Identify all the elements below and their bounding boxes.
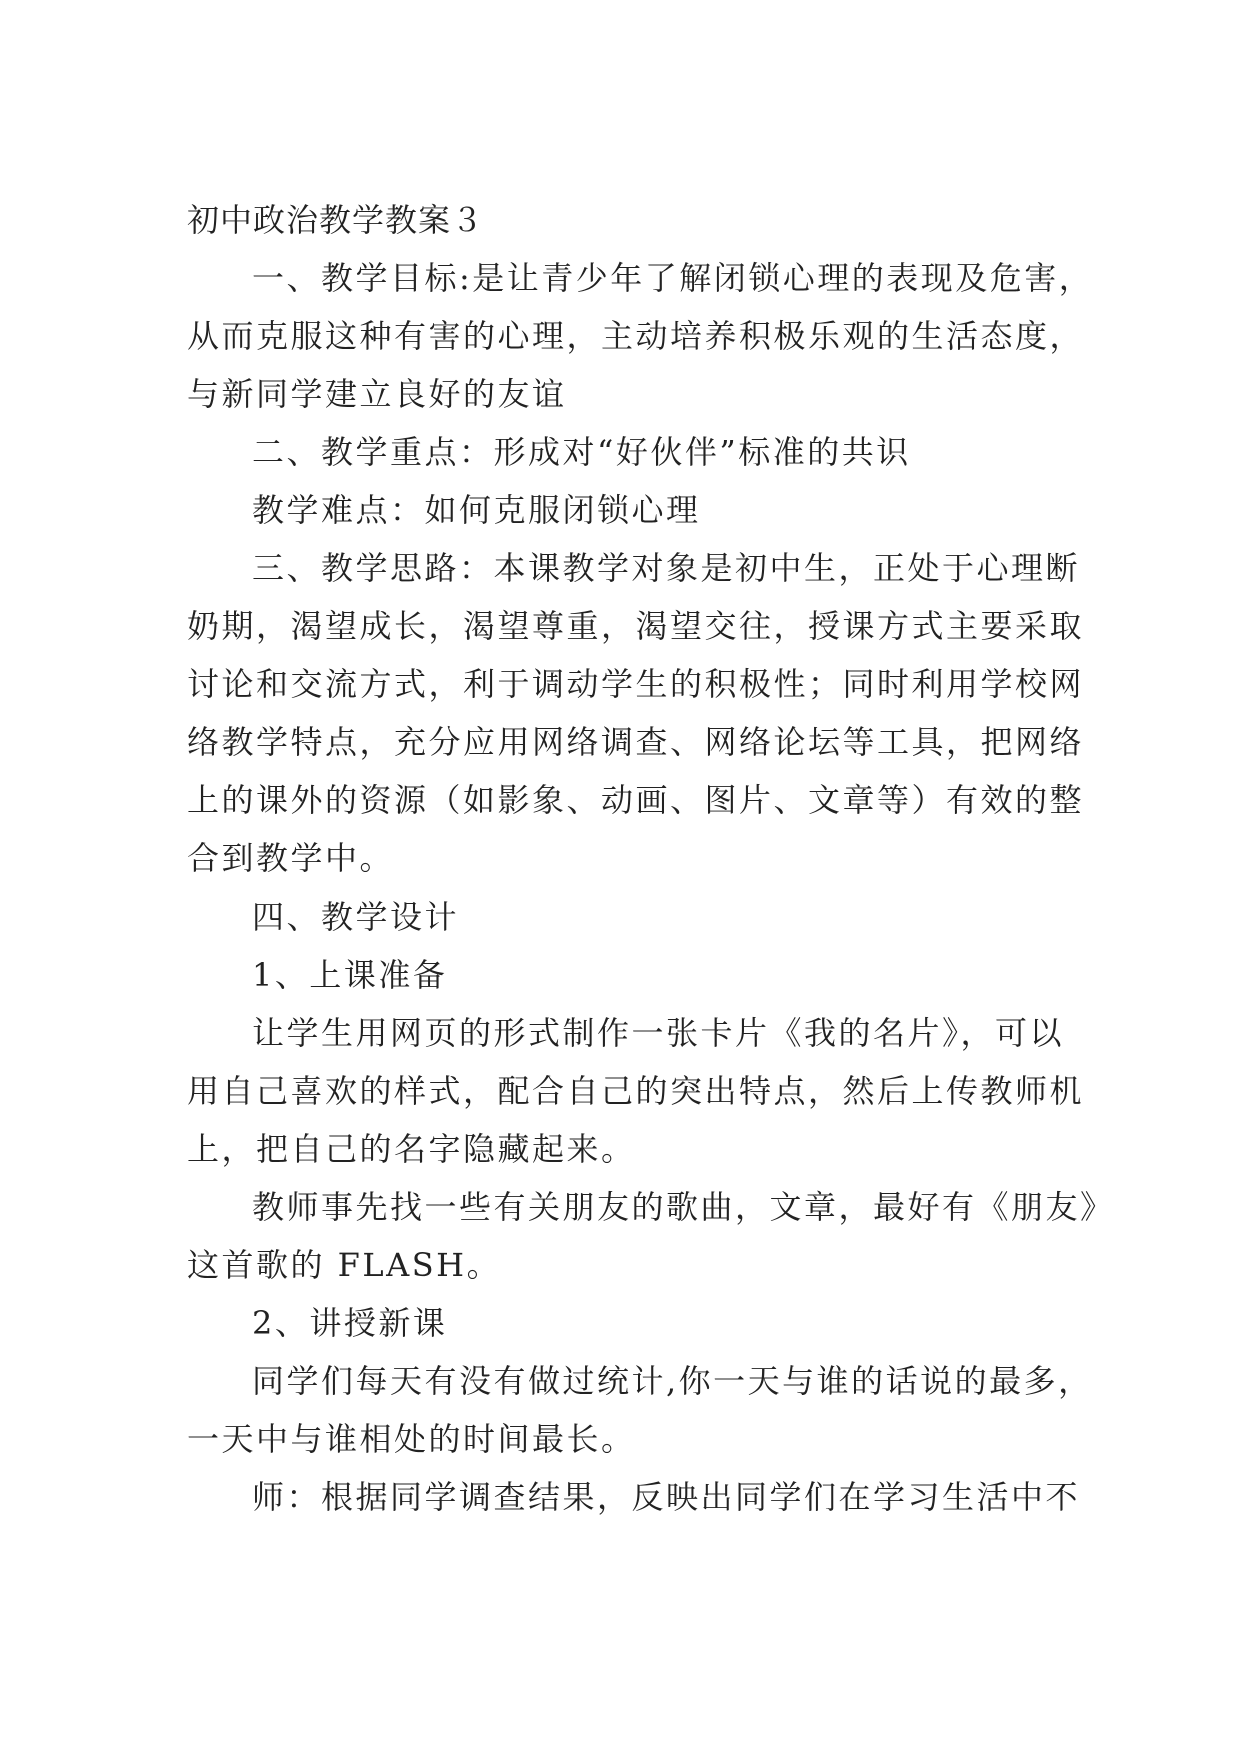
paragraph-line: 奶期，渴望成长，渴望尊重，渴望交往，授课方式主要采取: [187, 607, 1085, 645]
paragraph-line: 与新同学建立良好的友谊: [187, 375, 567, 413]
paragraph-line: 一天中与谁相处的时间最长。: [187, 1420, 636, 1458]
paragraph-line: 合到教学中。: [187, 839, 395, 877]
section-heading: 四、教学设计: [252, 898, 460, 936]
paragraph-line: 上的课外的资源（如影象、动画、图片、文章等）有效的整: [187, 781, 1085, 819]
paragraph-line: 用自己喜欢的样式，配合自己的突出特点，然后上传教师机: [187, 1072, 1085, 1110]
paragraph-line: 络教学特点，充分应用网络调查、网络论坛等工具，把网络: [187, 723, 1085, 761]
paragraph-line: 讨论和交流方式，利于调动学生的积极性；同时利用学校网: [187, 665, 1085, 703]
paragraph-line: 一、教学目标:是让青少年了解闭锁心理的表现及危害，: [252, 259, 1094, 297]
paragraph-line: 从而克服这种有害的心理，主动培养积极乐观的生活态度，: [187, 317, 1085, 355]
paragraph-line: 让学生用网页的形式制作一张卡片《我的名片》，可以: [252, 1014, 1065, 1052]
paragraph-line: 同学们每天有没有做过统计,你一天与谁的话说的最多，: [252, 1362, 1093, 1400]
section-heading: 1、上课准备: [252, 956, 448, 994]
document-title: 初中政治教学教案３: [187, 201, 485, 239]
paragraph-line: 这首歌的 FLASH。: [187, 1246, 502, 1284]
paragraph-line: 教学难点：如何克服闭锁心理: [252, 491, 701, 529]
paragraph-line: 教师事先找一些有关朋友的歌曲，文章，最好有《朋友》: [252, 1188, 1115, 1226]
paragraph-line: 三、教学思路：本课教学对象是初中生，正处于心理断: [252, 549, 1081, 587]
paragraph-line: 二、教学重点：形成对“好伙伴”标准的共识: [252, 433, 911, 471]
paragraph-line: 师：根据同学调查结果，反映出同学们在学习生活中不: [252, 1478, 1081, 1516]
paragraph-line: 上，把自己的名字隐藏起来。: [187, 1130, 636, 1168]
section-heading: 2、讲授新课: [252, 1304, 448, 1342]
